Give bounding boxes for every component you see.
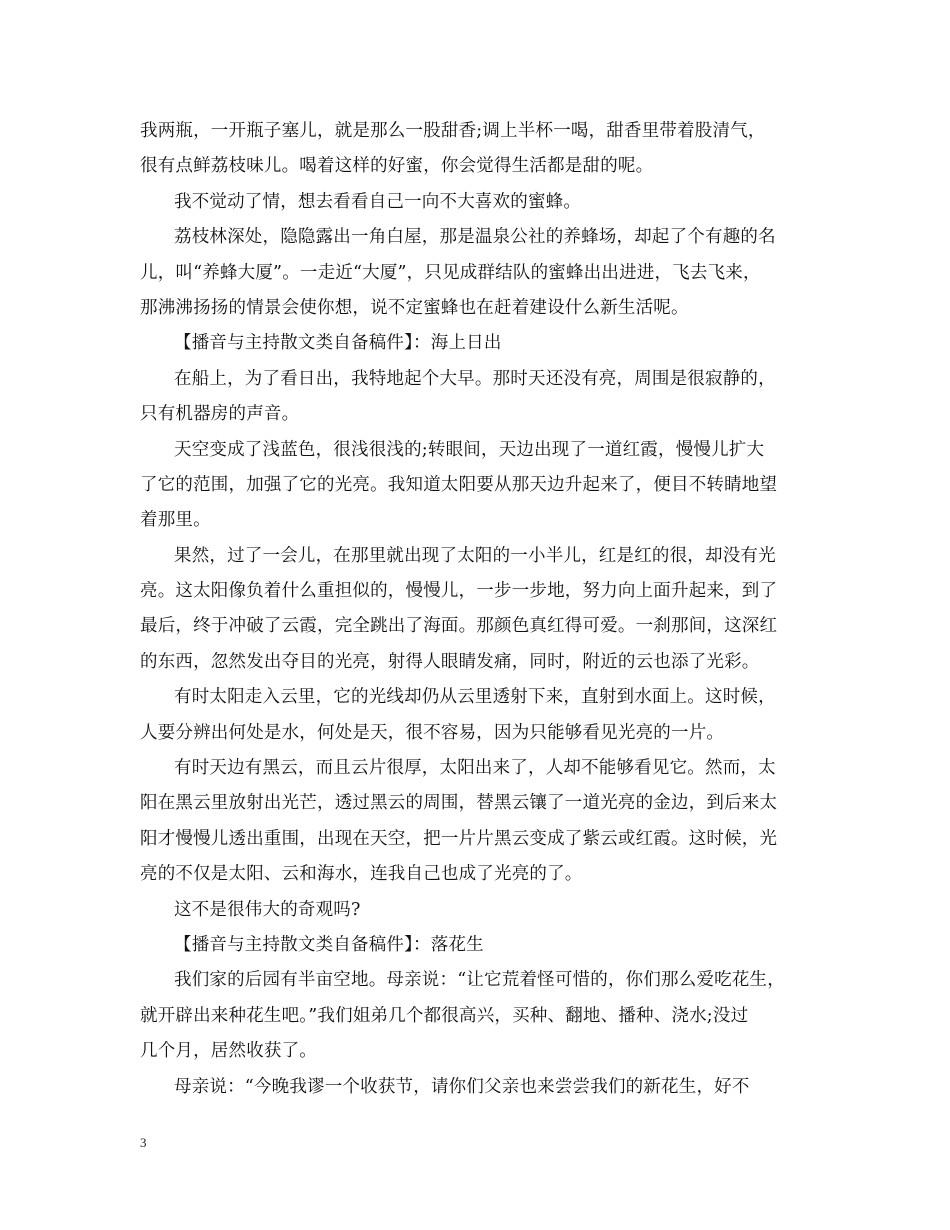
text-line: 几个月，居然收获了。	[140, 1041, 317, 1062]
text-line: 很有点鲜荔枝味儿。喝着这样的好蜜，你会觉得生活都是甜的呢。	[140, 156, 654, 177]
text-line: 就开辟出来种花生吧。”我们姐弟几个都很高兴，买种、翻地、播种、浇水;没过	[140, 1005, 749, 1026]
text-line: 荔枝林深处，隐隐露出一角白屋，那是温泉公社的养蜂场，却起了个有趣的名	[174, 227, 776, 248]
document-body	[140, 114, 820, 1105]
text-line: 最后，终于冲破了云霞，完全跳出了海面。那颜色真红得可爱。一刹那间，这深红	[140, 616, 778, 637]
text-line: 阳在黑云里放射出光芒，透过黑云的周围，替黑云镶了一道光亮的金边，到后来太	[140, 793, 778, 814]
text-line: 着那里。	[140, 510, 211, 531]
text-line: 有时太阳走入云里，它的光线却仍从云里透射下来，直射到水面上。这时候，	[174, 687, 776, 708]
text-line: 了它的范围，加强了它的光亮。我知道太阳要从那天边升起来了，便目不转睛地望	[140, 474, 778, 495]
text-line: 只有机器房的声音。	[140, 404, 300, 425]
text-line: 我们家的后园有半亩空地。母亲说：“让它荒着怪可惜的，你们那么爱吃花生，	[174, 970, 785, 991]
text-line: 这不是很伟大的奇观吗?	[174, 899, 361, 920]
text-line: 【播音与主持散文类自备稿件】：落花生	[174, 934, 484, 955]
page-number: 3	[140, 1135, 147, 1150]
text-line: 的东西，忽然发出夺目的光亮，射得人眼睛发痛，同时，附近的云也添了光彩。	[140, 651, 760, 672]
text-line: 母亲说：“今晚我谬一个收获节，请你们父亲也来尝尝我们的新花生，好不	[174, 1076, 750, 1097]
text-line: 有时天边有黑云，而且云片很厚，太阳出来了，人却不能够看见它。然而，太	[174, 758, 776, 779]
text-line: 我两瓶，一开瓶子塞儿，就是那么一股甜香;调上半杯一喝，甜香里带着股清气，	[140, 121, 766, 141]
text-line: 【播音与主持散文类自备稿件】：海上日出	[174, 333, 502, 354]
text-line: 果然，过了一会儿，在那里就出现了太阳的一小半儿，红是红的很，却没有光	[174, 545, 776, 566]
text-line: 亮。这太阳像负着什么重担似的，慢慢儿，一步一步地，努力向上面升起来，到了	[140, 581, 778, 602]
text-line: 我不觉动了情，想去看看自己一向不大喜欢的蜜蜂。	[174, 191, 582, 212]
text-line: 那沸沸扬扬的情景会使你想，说不定蜜蜂也在赶着建设什么新生活呢。	[140, 297, 689, 318]
text-line: 在船上，为了看日出，我特地起个大早。那时天还没有亮，周围是很寂静的，	[174, 368, 776, 389]
text-line: 人要分辨出何处是水，何处是天，很不容易，因为只能够看见光亮的一片。	[140, 722, 725, 743]
text-line: 儿，叫“养蜂大厦”。一走近“大厦”，只见成群结队的蜜蜂出出进进，飞去飞来，	[140, 262, 761, 283]
text-line: 阳才慢慢儿透出重围，出现在天空，把一片片黑云变成了紫云或红霞。这时候，光	[140, 828, 778, 849]
text-line: 亮的不仅是太阳、云和海水，连我自己也成了光亮的了。	[140, 864, 583, 885]
text-line: 天空变成了浅蓝色，很浅很浅的;转眼间，天边出现了一道红霞，慢慢儿扩大	[174, 439, 765, 460]
